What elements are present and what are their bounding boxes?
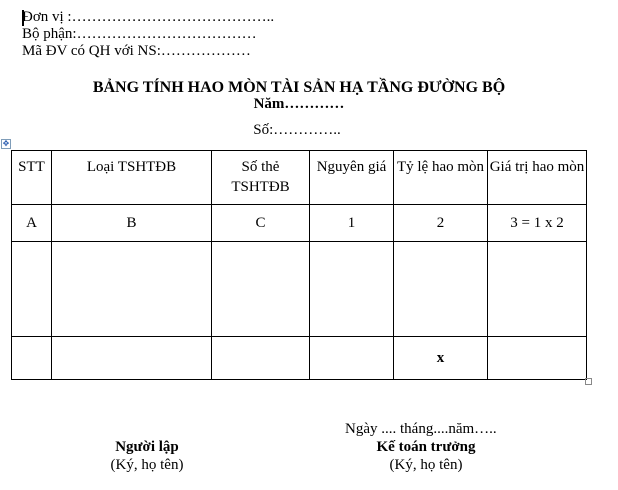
table-cell[interactable] [488, 242, 587, 337]
table-cell[interactable] [394, 242, 488, 337]
table-total-row [12, 337, 587, 380]
table-cell[interactable] [52, 242, 212, 337]
code-cell: C [212, 205, 310, 242]
table-header-row [12, 151, 587, 205]
date-line[interactable]: Ngày .... tháng....năm….. [345, 421, 497, 437]
table-cell[interactable] [12, 337, 52, 380]
code-cell: 2 [394, 205, 488, 242]
unit-line[interactable]: Đơn vị :………………………………….. [22, 9, 275, 25]
header-depreciation-rate: Tỷ lệ hao mòn [394, 151, 488, 205]
table-cell[interactable] [52, 337, 212, 380]
table-row [12, 242, 587, 337]
table-cell[interactable] [212, 242, 310, 337]
accountant-title: Kế toán trưởng [376, 439, 476, 455]
table-cell[interactable] [310, 242, 394, 337]
accountant-note: (Ký, họ tên) [389, 457, 463, 473]
header-asset-type: Loại TSHTĐB [52, 151, 212, 205]
number-line[interactable]: Số:………….. [253, 122, 341, 138]
header-card-number: Số thẻ TSHTĐB [212, 151, 310, 205]
table-cell[interactable] [488, 337, 587, 380]
header-original-cost: Nguyên giá [310, 151, 394, 205]
table-resize-handle-icon[interactable] [585, 378, 592, 385]
table-code-row [12, 205, 587, 242]
department-line[interactable]: Bộ phận:……………………………… [22, 26, 257, 42]
header-depreciation-value: Giá trị hao mòn [488, 151, 587, 205]
code-cell: 1 [310, 205, 394, 242]
preparer-title: Người lập [115, 439, 179, 455]
document-title: BẢNG TÍNH HAO MÒN TÀI SẢN HẠ TẦNG ĐƯỜNG BỘ [92, 79, 506, 96]
header-stt: STT [12, 151, 52, 205]
code-cell: B [52, 205, 212, 242]
unit-code-line[interactable]: Mã ĐV có QH với NS:……………… [22, 43, 251, 59]
code-cell: 3 = 1 x 2 [488, 205, 587, 242]
preparer-note: (Ký, họ tên) [110, 457, 184, 473]
table-cell[interactable] [310, 337, 394, 380]
table-move-handle-icon[interactable]: ✥ [2, 139, 10, 148]
depreciation-table [11, 150, 587, 380]
total-rate-mark: x [394, 337, 488, 380]
code-cell: A [12, 205, 52, 242]
year-line[interactable]: Năm………… [253, 96, 345, 112]
table-cell[interactable] [12, 242, 52, 337]
table-cell[interactable] [212, 337, 310, 380]
